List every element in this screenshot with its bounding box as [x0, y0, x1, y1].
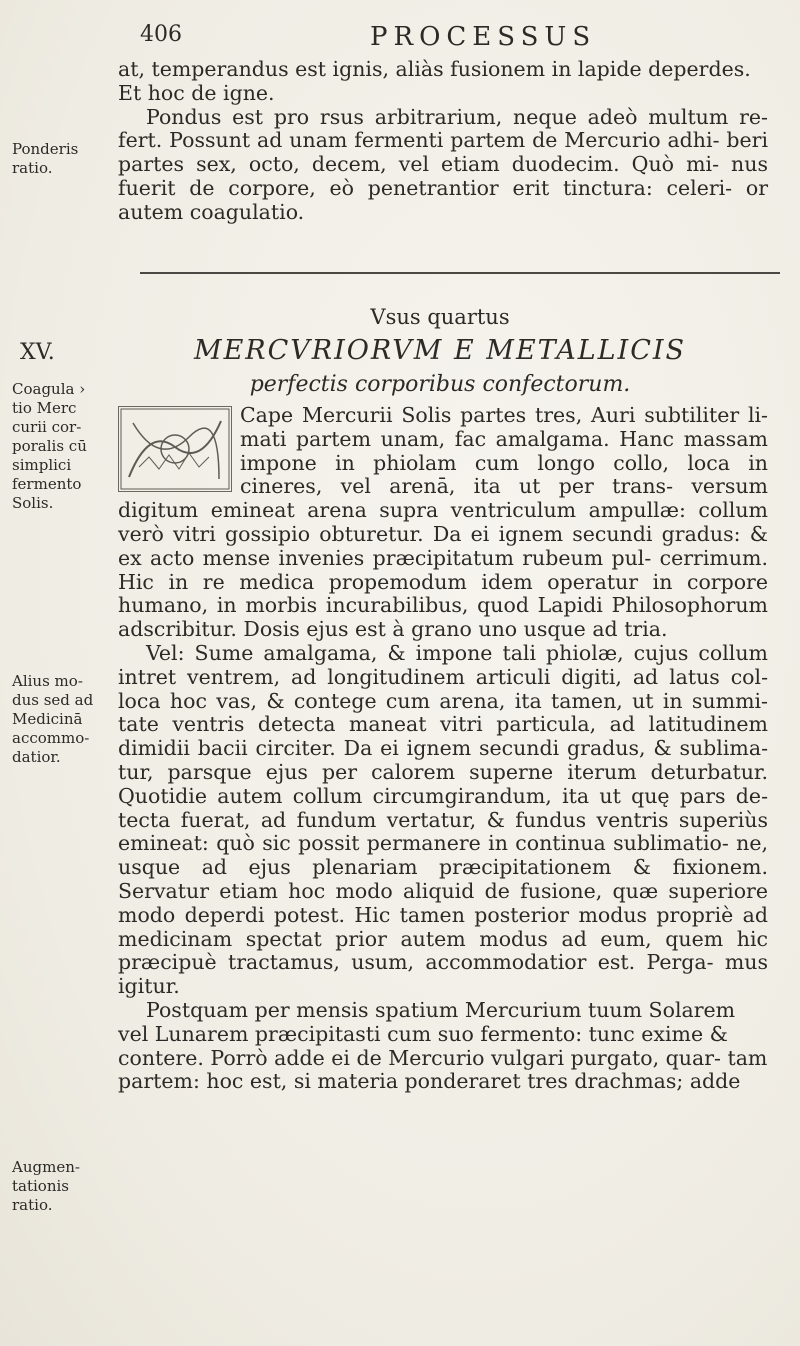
heading-main: MERCVRIORVM E METALLICIS [193, 335, 687, 366]
text-block-top [118, 58, 768, 225]
marginal-note-alius: Alius mo dus sed ad Medicinā accommo- datior. [12, 672, 94, 766]
ornament-icon [119, 407, 231, 491]
heading-subtitle: perfectis corporibus confectorum. [249, 372, 631, 397]
text-line: Et hoc de igne. [118, 80, 275, 105]
marginal-note-ponderis: Ponderis ratio. [12, 140, 79, 177]
marginal-note-coagula: Coagula › tio Merc curii cor- poralis cū simplici fermento Solis. [12, 380, 87, 512]
paragraph-recipe: Cape Mercurii Solis partes tres, Auri subtiliter li- mati partem unam, fac amalgama. Hanc massam impone in phiolam cum longo collo, loca in cineres, vel arenā, ita ut per trans- versum digitum emineat arena supra ventriculum ampullæ: collum verò vitri gossipio obturetur. Da ei ignem secundi gradus: & ex acto mense invenies præcipitatum rubeum pul- cerrimum. Hic in re medica propemodum idem operatur in corpore humano, in morbis incurabilibus, quod Lapidi Philosophorum adscribitur. Dosis ejus est à grano uno usque ad tria. [118, 403, 768, 642]
text-block-main [118, 404, 768, 1094]
text-line: at, temperandus est ignis, aliàs fusionem in lapide deperdes. [118, 57, 751, 81]
paragraph-pondus: Pondus est pro rsus arbitrarium, neque adeò multum re- fert. Possunt ad unam fermenti partem de Mercurio adhi- beri partes sex, octo, decem, vel etiam duodecim. Quò mi- nus fuerit de corpore, eò penetrantior erit tinctura: celeri- or autem coagulatio. [118, 104, 768, 224]
divider-rule [140, 272, 780, 274]
section-heading [100, 305, 780, 397]
section-number: XV. [20, 340, 55, 365]
heading-usus: Vsus quartus [370, 305, 510, 329]
decorative-initial [118, 406, 232, 492]
paragraph-alternative: Vel: Sume amalgama, & impone tali phiolæ, cujus collum intret ventrem, ad longitudinem articuli digiti, ad latus col- loca hoc vas, & contege cum arena, ita tamen, ut in summi- tate ventris detecta maneat vitri particula, ad latitudinem dimidii bacii circiter. Da ei ignem secundi gradus, & sublima- tur, parsque ejus per calorem superne iterum deturbatur. Quotidie autem collum circumgirandum, ita ut quę pars de- tecta fuerat, ad fundum vertatur, & fundus ventris superiùs emineat: quò sic possit permanere in continua sublimatio- ne, usque ad ejus plenariam præcipitationem & fixionem. Servatur etiam hoc modo aliquid de fusione, quæ superiore modo deperdi potest. Hic tamen posterior modus propriè ad medicinam spectat prior autem modus ad eum, quem hic præcipuè tractamus, usum, accommodatior est. Perga- mus igitur. [118, 640, 768, 999]
page-header [140, 22, 760, 62]
paragraph-augmentation: Postquam per mensis spatium Mercurium tuum Solarem vel Lunarem præcipitasti cum suo fermento: tunc exime & contere. Porrò adde ei de Mercurio vulgari purgato, quar- tam partem: hoc est, si materia ponderaret tres drachmas; adde [118, 997, 768, 1094]
marginal-note-augmen: Augmen tationis ratio. [12, 1158, 80, 1214]
running-title: PROCESSUS [370, 22, 597, 52]
page-number: 406 [140, 22, 182, 47]
